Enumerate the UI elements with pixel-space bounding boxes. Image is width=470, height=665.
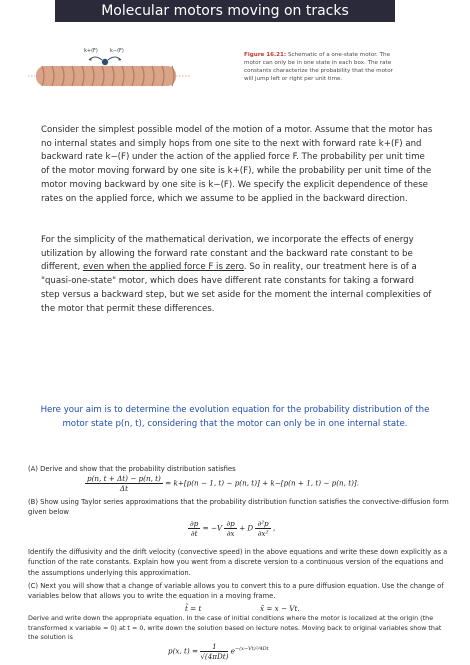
eq4-num: 1 — [200, 642, 228, 652]
part-a-text: (A) Derive and show that the probability distribution satisfies — [28, 465, 236, 473]
eq1-denominator: Δt — [119, 484, 128, 493]
equation-solution — [168, 642, 269, 661]
equation-convective-diffusion — [188, 519, 275, 538]
eq4-exponent: −(x−Vt)²/4Dt — [235, 646, 269, 653]
eq1-numerator: p(n, t + Δt) − p(n, t) — [87, 474, 161, 483]
motor-schematic — [28, 46, 208, 92]
aim-statement: Here your aim is to determine the evolution equation for the probability distribution of the motor state p(n, t), considering that the motor can only be in one internal state. — [40, 405, 430, 429]
eq1-rhs: = k+[p(n − 1, t) − p(n, t)] + k−[p(n + 1, t) − p(n, t)]. — [165, 478, 360, 488]
eq4-den: √(4πDt) — [200, 652, 229, 661]
variable-change-t: t̃ = t — [185, 604, 202, 613]
equation-master-fraction — [85, 474, 163, 493]
part-c-followup-text: Derive and write down the appropriate equation. In the case of initial conditions where the motor is localized at the origin (the transformed x variable = 0) at t = 0, write down the solution based on lecture notes. Moving back to original variables show that the solution is — [28, 614, 442, 642]
eq2-mid — [224, 519, 236, 538]
rate-forward-label: k+(F) — [84, 48, 98, 54]
motor-icon — [102, 59, 108, 65]
eq4-exp-base: e — [230, 646, 236, 656]
eq2-rhs-num: ∂²p — [257, 519, 269, 528]
paragraph-model: Consider the simplest possible model of the motion of a motor. Assume that the motor has no internal states and simply hops from one site to the next with forward rate k+(F) and backward rate k−(F) under the action of the applied force F. The probability per unit time of the motor moving forward by one site is k+(F), while the probability per unit time of the motor moving backward by one site is k−(F). We specify the explicit dependence of these rates on the applied force, which we assume to be applied in the backward direction. — [41, 125, 433, 204]
figure-caption-text: Schematic of a one-state motor. The motor can only be in one state in each box. The rate constants characterize the probability that the motor will jump left or right per unit time. — [244, 52, 393, 82]
track — [36, 66, 176, 86]
paragraph-simplicity-end: . So in reality, our treatment here is of a "quasi-one-state" motor, which does have different rate constants for taking a forward step versus a backward step, but we set aside for the moment the internal complexities of the motor that permit these differences. — [41, 262, 432, 314]
underlined-phrase: even when the applied force F is zero — [82, 262, 244, 273]
eq4-fraction — [200, 642, 228, 661]
eq2-rhs-den: ∂x² — [257, 529, 269, 538]
eq2-mid-num: ∂p — [226, 519, 235, 528]
eq2-mid-den: ∂x — [226, 529, 235, 538]
eq4-lhs: p(x, t) = — [168, 646, 199, 656]
paragraph-simplicity-start: For the simplicity of the mathematical derivation, we incorporate the effects of energy utilization by allowing the forward rate constant and the backward rate constant to be different, — [41, 235, 414, 273]
eq2-end: , — [272, 523, 276, 533]
part-b-text: (B) Show using Taylor series approximations that the probability distribution function satisfies the convective-diffusion form given below — [28, 498, 449, 517]
eq2-lhs-num: ∂p — [190, 519, 199, 528]
part-c-text: (C) Next you will show that a change of variable allows you to convert this to a pure diffusion equation. Use the change of variables below that allows you to write the equation in a moving frame. — [28, 582, 444, 601]
eq2-rhs — [255, 519, 270, 538]
eq2-lhs-den: ∂t — [190, 529, 198, 538]
variable-change-x: x̃ = x − Vt. — [260, 604, 300, 613]
eq2-eq: = −V — [202, 523, 223, 533]
eq2-plus: + D — [239, 523, 254, 533]
figure-caption — [244, 51, 394, 83]
part-b-followup-text: Identify the diffusivity and the drift velocity (convective speed) in the above equations and write these down explicitly as a function of the rate constants. Explain how you went from a discrete version to a continuous version of the equations and the assumptions underlying this approximation. — [28, 548, 448, 577]
equation-master — [85, 474, 359, 493]
rate-backward-label: k−(F) — [110, 48, 124, 54]
eq2-lhs — [188, 519, 200, 538]
page-title: Molecular motors moving on tracks — [55, 0, 395, 22]
paragraph-simplicity — [41, 234, 434, 316]
figure-caption-label: Figure 16.21: — [244, 52, 287, 58]
